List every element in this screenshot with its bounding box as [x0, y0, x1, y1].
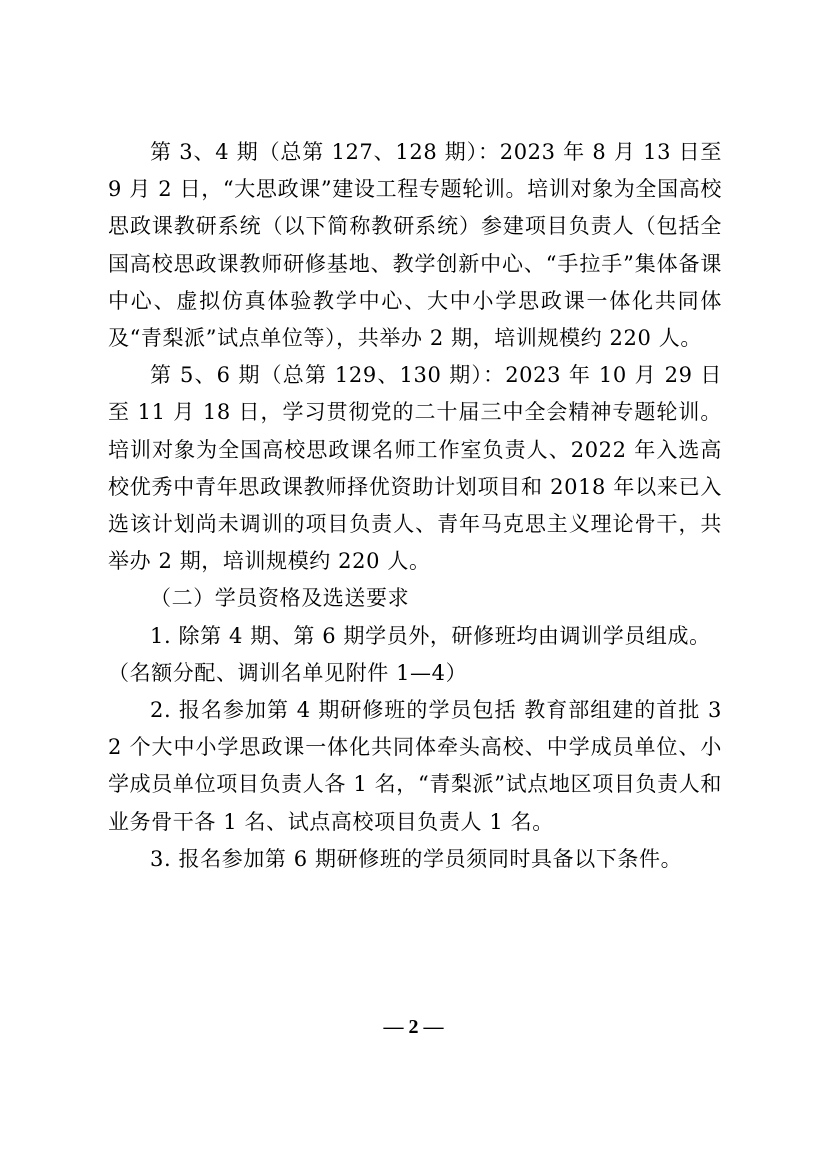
section-heading-trainee-qualifications: （二）学员资格及选送要求: [150, 586, 410, 611]
paragraph-item-1: 1. 除第 4 期、第 6 期学员外，研修班均由调训学员组成。: [150, 623, 711, 648]
paragraph-item-2: 2. 报名参加第 4 期研修班的学员包括 教育部组建的首批 32 个大中小学思政课一体化共同体牵头高校、中学成员单位、小学成员单位项目负责人各 1 名，“青梨派”试点地区项目负责人和业务骨干各 1 名、试点高校项目负责人 1 名。: [108, 698, 722, 834]
paragraph-sessions-5-6: 第 5、6 期（总第 129、130 期）：2023 年 10 月 29 日至 11 月 18 日，学习贯彻党的二十届三中全会精神专题轮训。培训对象为全国高校思政课名师工作室负责人、2022 年入选高校优秀中青年思政课教师择优资助计划项目和 2018 年以来已入选该计划尚未调训的项目负责人、青年马克思主义理论骨干，共举办 2 期，培训规模约 220 人。: [108, 363, 722, 574]
paragraph-item-1-note: （名额分配、调训名单见附件 1—4）: [108, 660, 468, 685]
page-number: — 2 —: [383, 1016, 444, 1038]
paragraph-item-3: 3. 报名参加第 6 期研修班的学员须同时具备以下条件。: [150, 846, 683, 871]
document-body: [108, 134, 722, 878]
paragraph-sessions-3-4: 第 3、4 期（总第 127、128 期）：2023 年 8 月 13 日至 9 月 2 日，“大思政课”建设工程专题轮训。培训对象为全国高校思政课教研系统（以下简称教研系统）参建项目负责人（包括全国高校思政课教师研修基地、教学创新中心、“手拉手”集体备课中心、虚拟仿真体验教学中心、大中小学思政课一体化共同体及“青梨派”试点单位等），共举办 2 期，培训规模约 220 人。: [108, 140, 722, 351]
